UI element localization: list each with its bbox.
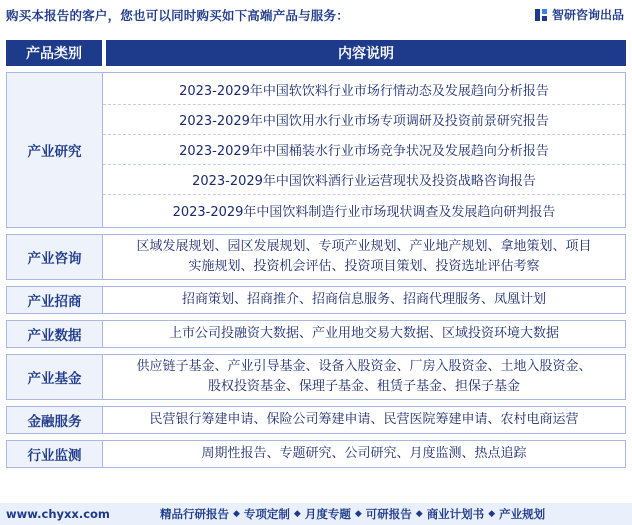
diamond-icon: ◆ [354,509,362,519]
row-text [103,235,625,279]
report-link[interactable]: 2023-2029年中国桶装水行业市场竞争状况及发展趋向分析报告 [103,135,625,165]
diamond-icon: ◆ [488,509,496,519]
row-investment [6,286,626,314]
category-label: 产业招商 [7,287,103,313]
header-category: 产品类别 [6,40,102,66]
report-link[interactable]: 2023-2029年中国饮料制造行业市场现状调查及发展趋向研判报告 [172,204,556,220]
row-text [103,441,625,467]
content-line: 上市公司投融资大数据、产业用地交易大数据、区域投资环境大数据 [168,326,559,341]
footer-link[interactable]: 商业计划书 [426,507,485,521]
content-line: 实施规划、投资机会评估、投资项目策划、投资选址评估考察 [188,259,540,274]
diamond-icon: ◆ [293,509,301,519]
content-line: 股权投资基金、保理子基金、租赁子基金、担保子基金 [207,379,520,394]
table-header [6,40,626,66]
report-link[interactable]: 2023-2029年中国软饮料行业市场行情动态及发展趋向分析报告 [103,75,625,105]
row-data [6,320,626,348]
brand [534,6,624,23]
footer-link[interactable]: 月度专题 [304,507,351,521]
row-consulting [6,234,626,280]
category-label: 金融服务 [7,407,103,433]
footer-bar [0,503,632,525]
footer-link[interactable]: 产业规划 [499,507,546,521]
category-label: 产业数据 [7,321,103,347]
brand-name: 智研咨询出品 [551,8,624,22]
row-text [103,321,625,347]
product-table [6,40,626,468]
row-fund [6,354,626,400]
category-label: 产业基金 [7,355,103,399]
footer-links [160,506,545,522]
report-link[interactable]: 2023-2029年中国饮用水行业市场专项调研及投资前景研究报告 [103,105,625,135]
content-line: 招商策划、招商推介、招商信息服务、招商代理服务、凤凰计划 [181,292,546,307]
category-label: 行业监测 [7,441,103,467]
row-text [103,287,625,313]
content-line: 民营银行筹建申请、保险公司筹建申请、民营医院筹建申请、农村电商运营 [149,412,579,427]
category-label: 产业研究 [7,73,103,227]
footer-link[interactable]: 可研报告 [365,507,412,521]
diamond-icon: ◆ [415,509,423,519]
content-line: 供应链子基金、产业引导基金、设备入股资金、厂房入股资金、土地入股资金、 [136,359,592,374]
diamond-icon: ◆ [233,509,240,519]
intro-text: 购买本报告的客户，您也可以同时购买如下高端产品与服务： [6,8,349,23]
brand-logo-icon [534,8,548,22]
top-bar [0,0,632,30]
row-text [103,407,625,433]
header-content: 内容说明 [106,40,626,66]
footer-link[interactable]: 专项定制 [243,507,290,521]
row-finance [6,406,626,434]
category-label: 产业咨询 [7,235,103,279]
footer-link[interactable]: 精品行研报告 [160,507,229,521]
report-list [103,73,625,227]
row-monitor [6,440,626,468]
report-link[interactable]: 2023-2029年中国饮料酒行业运营现状及投资战略咨询报告 [103,165,625,195]
row-text [103,355,625,399]
content-line: 区域发展规划、园区发展规划、专项产业规划、产业地产规划、拿地策划、项目 [136,239,592,254]
content-line: 周期性报告、专题研究、公司研究、月度监测、热点追踪 [201,446,527,461]
site-url[interactable]: www.chyxx.com [6,507,110,521]
row-research [6,72,626,228]
